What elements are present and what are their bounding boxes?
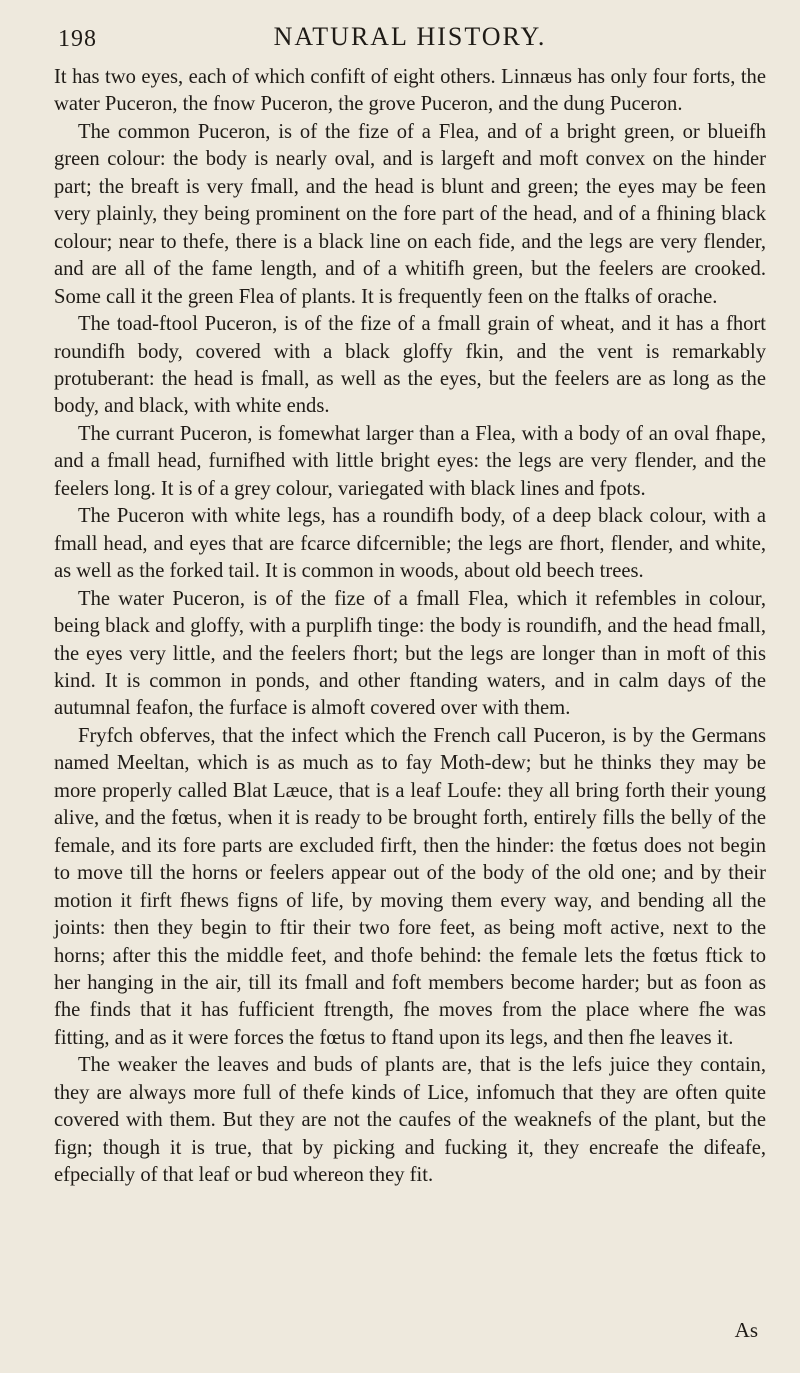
paragraph-common-puceron: The common Puceron, is of the fize of a Flea, and of a bright green, or blueifh green colour: the body is nearly oval, and is largeft and moft convex on the hinder part; the breaft is very fmall, and the head is blunt and green; the eyes may be feen very plainly, they being prominent on the fore part of the head, and of a fhining black colour; near to thefe, there is a black line on each fide, and the legs are very flender, and are all of the fame length, and of a whitifh green, but the feelers are crooked. Some call it the green Flea of plants. It is frequently feen on the ftalks of orache. (54, 120, 766, 308)
page-number: 198 (58, 26, 97, 52)
paragraph-white-legs-puceron: The Puceron with white legs, has a roundifh body, of a deep black colour, with a fmall head, and eyes that are fcarce difcernible; the legs are fhort, flender, and white, as well as the forked tail. It is common in woods, about old beech trees. (54, 505, 766, 583)
paragraph-water-puceron: The water Puceron, is of the fize of a fmall Flea, which it refembles in colour, being black and gloffy, with a purplifh tinge: the body is roundifh, and the head fmall, the eyes very little, and the feelers fhort; but the legs are longer than in moft of this kind. It is common in ponds, and other ftanding waters, and in calm days of the autumnal feafon, the furface is almoft covered over with them. (54, 587, 766, 720)
paragraph-toadstool-puceron: The toad-ftool Puceron, is of the fize of a fmall grain of wheat, and it has a fhort roundifh body, covered with a black gloffy fkin, and the vent is remarkably protuberant: the head is fmall, as well as the eyes, but the feelers are as long as the body, and black, with white ends. (54, 313, 766, 418)
catchword: As (734, 1318, 758, 1342)
paragraph-fryfch: Fryfch obferves, that the infect which the French call Puceron, is by the Germans named Meeltan, which is as much as to fay Moth-dew; but he thinks they may be more properly called Blat Læuce, that is a leaf Loufe: they all bring forth their young alive, and the fœtus, when it is ready to be brought forth, entirely fills the belly of the female, and its fore parts are excluded firft, then the hinder: the fœtus does not begin to move till the horns or feelers appear out of the body of the old one; and by their motion it firft fhews figns of life, by moving them every way, and bending all the joints: then they begin to ftir their two fore feet, as being moft active, next to the horns; after this the middle feet, and thofe behind: the female lets the fœtus ftick to her hanging in the air, till its fmall and foft members become harder; but as foon as fhe finds that it has fufficient ftrength, fhe moves from the place where fhe was fitting, and as it were forces the fœtus to ftand upon its legs, and then fhe leaves it. (54, 724, 766, 1049)
paragraph-weaker-leaves: The weaker the leaves and buds of plants are, that is the lefs juice they contain, they are always more full of thefe kinds of Lice, infomuch that they are often quite covered with them. But they are not the caufes of the weaknefs of the plant, but the fign; though it is true, that by picking and fucking it, they encreafe the difeafe, efpecially of that leaf or bud whereon they fit. (54, 1054, 766, 1187)
page-header (58, 18, 762, 58)
paragraph-currant-puceron: The currant Puceron, is fomewhat larger than a Flea, with a body of an oval fhape, and a fmall head, furnifhed with little bright eyes: the legs are very flender, and the feelers long. It is of a grey colour, variegated with black lines and fpots. (54, 422, 766, 500)
paragraph-intro: It has two eyes, each of which confift of eight others. Linnæus has only four forts, the water Puceron, the fnow Puceron, the grove Puceron, and the dung Puceron. (54, 66, 766, 116)
running-head: NATURAL HISTORY. (273, 22, 547, 51)
body-text (54, 64, 766, 1190)
